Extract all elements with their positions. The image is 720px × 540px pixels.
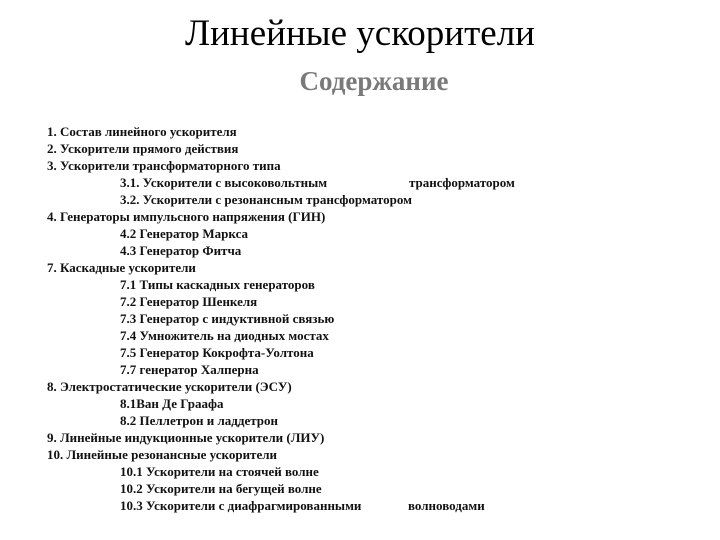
toc-item-4-2 <box>47 225 412 242</box>
toc-item-2 <box>47 140 412 157</box>
toc-item-text: 8.2 Пеллетрон и ладдетрон <box>120 413 278 428</box>
toc-item-text: 7.7 генератор Халперна <box>120 362 259 377</box>
toc-item-8 <box>47 378 412 395</box>
toc-item-text: 8.1Ван Де Граафа <box>120 396 224 411</box>
toc-item-text: 10.2 Ускорители на бегущей волне <box>120 481 322 496</box>
toc-item-text: 2. Ускорители прямого действия <box>47 141 239 156</box>
toc-item-text: 7. Каскадные ускорители <box>47 260 196 275</box>
toc-item-text: 7.2 Генератор Шенкеля <box>120 294 258 309</box>
slide-title: Линейные ускорители <box>185 13 535 54</box>
toc-item-7-5 <box>47 344 412 361</box>
toc-item-10-2 <box>47 480 412 497</box>
toc-item-text: 9. Линейные индукционные ускорители (ЛИУ) <box>47 430 325 445</box>
toc-item-text: 4.2 Генератор Маркса <box>120 226 248 241</box>
toc-item-3-2 <box>47 191 412 208</box>
table-of-contents <box>47 123 515 514</box>
toc-item-text: 3.1. Ускорители с высоковольтным <box>120 175 328 190</box>
toc-item-8-1 <box>47 395 412 412</box>
toc-item-4 <box>47 208 412 225</box>
toc-item-7-7 <box>47 361 412 378</box>
toc-item-text: 1. Состав линейного ускорителя <box>47 124 237 139</box>
toc-item-1 <box>47 123 412 140</box>
toc-item-text: 3.2. Ускорители с резонансным трансформатором <box>120 192 412 207</box>
toc-item-text: 4. Генераторы импульсного напряжения (ГИН) <box>47 209 326 224</box>
toc-item-text: 3. Ускорители трансформаторного типа <box>47 158 281 173</box>
toc-item-7-1 <box>47 276 412 293</box>
toc-item-text: 7.3 Генератор с индуктивной связью <box>120 311 335 326</box>
toc-item-7-4 <box>47 327 412 344</box>
toc-item-7-3 <box>47 310 412 327</box>
toc-item-text: 7.1 Типы каскадных генераторов <box>120 277 315 292</box>
toc-item-7-2 <box>47 293 412 310</box>
toc-item-text: 10.1 Ускорители на стоячей волне <box>120 464 319 479</box>
toc-item-10-3 <box>47 497 485 514</box>
toc-item-text: 10. Линейные резонансные ускорители <box>47 447 277 462</box>
toc-item-3 <box>47 157 412 174</box>
toc-item-3-1 <box>47 174 515 191</box>
toc-item-text: 4.3 Генератор Фитча <box>120 243 242 258</box>
toc-item-9 <box>47 429 412 446</box>
toc-item-10 <box>47 446 412 463</box>
toc-item-text: 7.5 Генератор Кокрофта-Уолтона <box>120 345 314 360</box>
toc-item-8-2 <box>47 412 412 429</box>
toc-item-tail-text: волноводами <box>408 498 485 513</box>
toc-item-4-3 <box>47 242 412 259</box>
toc-item-10-1 <box>47 463 412 480</box>
slide-subtitle: Содержание <box>299 66 449 96</box>
toc-item-text: 10.3 Ускорители с диафрагмированными <box>120 498 362 513</box>
toc-item-tail-text: трансформатором <box>409 175 515 190</box>
toc-item-7 <box>47 259 412 276</box>
toc-item-text: 7.4 Умножитель на диодных мостах <box>120 328 329 343</box>
toc-item-text: 8. Электростатические ускорители (ЭСУ) <box>47 379 292 394</box>
